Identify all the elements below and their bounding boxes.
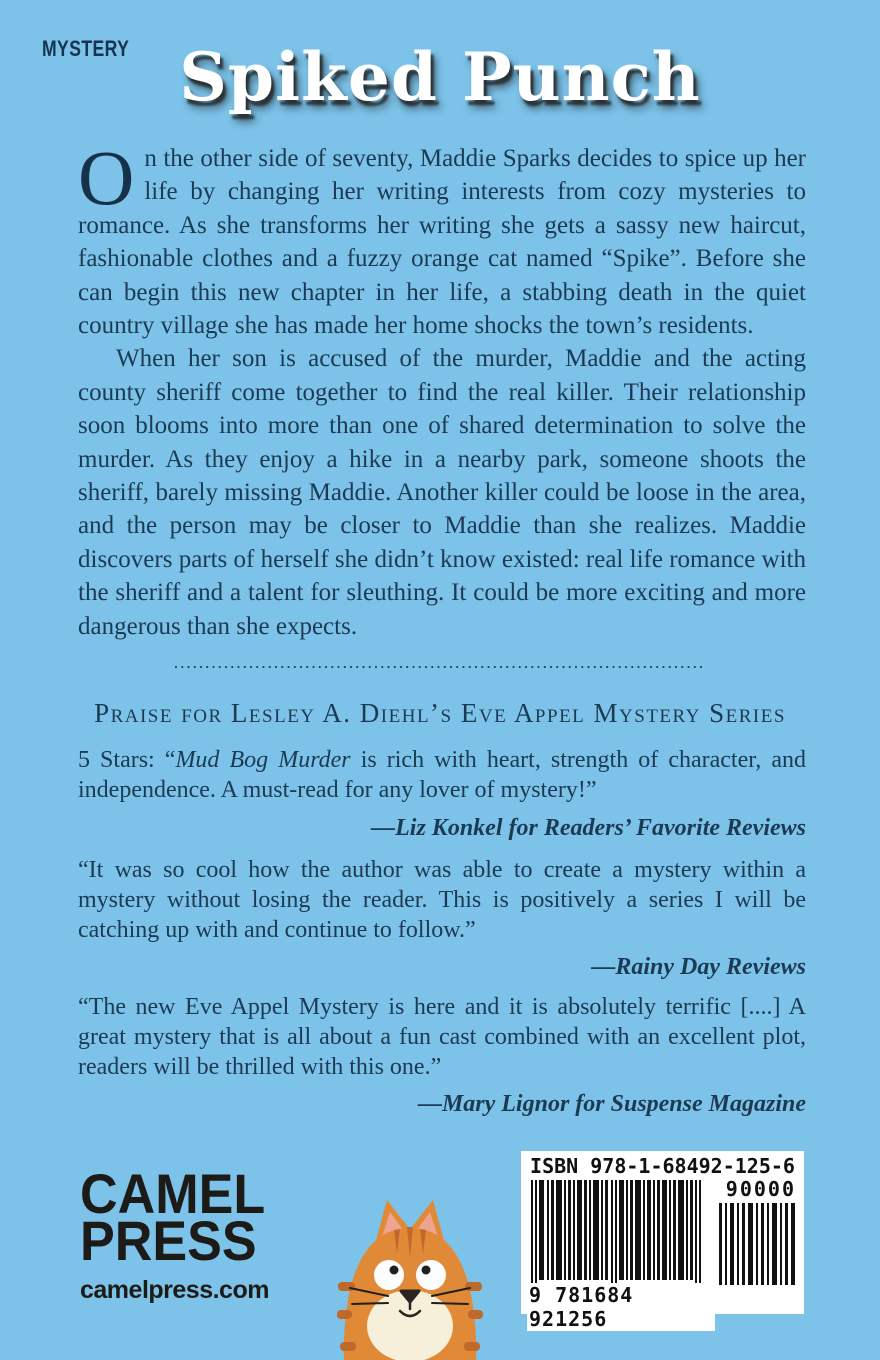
synopsis [78,134,806,668]
cat-side-stripe [468,1310,483,1319]
cat-left-eye [374,1260,404,1290]
praise-section-heading: Praise for Lesley A. Diehl’s Eve Appel Mystery Series [94,698,786,728]
isbn-digits: 9 781684 921256 [527,1283,715,1331]
barcode-main-bars [531,1180,703,1286]
dotted-divider: ..................................................................................... [174,656,706,671]
isbn-number-text: ISBN 978-1-68492-125-6 [530,1154,795,1178]
cat-right-pupil [422,1266,431,1275]
review-quote [78,746,806,843]
review-text [78,746,806,806]
synopsis-paragraph-1 [78,134,806,342]
cat-side-stripe [338,1282,355,1291]
genre-label: MYSTERY [42,36,130,61]
cat-side-stripe [337,1310,352,1319]
barcode-supplement-bars [719,1203,797,1285]
drop-cap: O [78,134,135,221]
review-text-prefix: 5 Stars: “ [78,747,176,773]
synopsis-paragraph-1-text: n the other side of seventy, Maddie Sparks decides to spice up her life by changing her writing interests from cozy mysteries to romance. As she transforms her writing she gets a sassy new haircut, fashionable clothes and a fuzzy orange cat named “Spike”. Before she can begin this new chapter in her life, a stabbing death in the quiet country village she has made her home shocks the town’s residents. [78,145,806,340]
book-title: Spiked Punch [179,38,701,116]
publisher-name-line1: CAMEL [80,1162,266,1225]
cat-side-stripe [340,1342,356,1351]
publisher-website: camelpress.com [80,1276,269,1304]
synopsis-paragraph-2: When her son is accused of the murder, Maddie and the acting county sheriff come together to find the real killer. Their relationship soon blooms into more than one of shared determination to solve the murder. As they enjoy a hike in a nearby park, someone shoots the sheriff, barely missing Maddie. Another killer could be loose in the area, and the person may be closer to Maddie than she realizes. Maddie discovers parts of herself she didn’t know existed: real life romance with the sheriff and a talent for sleuthing. It could be more exciting and more dangerous than she expects. [78,345,806,640]
review-quote [78,993,806,1120]
cat-left-pupil [390,1266,399,1275]
orange-cat-illustration [334,1194,486,1360]
review-text: “The new Eve Appel Mystery is here and it is absolutely terrific [....] A great mystery that is all about a fun cast combined with an excellent plot, readers will be thrilled with this one.” [78,994,806,1080]
camel-press-logo [80,1162,279,1305]
reviewed-book-title: Mud Bog Murder [175,747,351,773]
review-text: “It was so cool how the author was able to create a mystery within a mystery without losing the reader. This is positively a series I will be catching up with and continue to follow.” [78,857,806,943]
cat-side-stripe [465,1282,482,1291]
review-text-suffix: is rich with heart, strength of character, and independence. A must-read for any lover of mystery!” [78,747,806,803]
isbn-barcode [521,1151,804,1331]
review-attribution: —Liz Konkel for Readers’ Favorite Reviews [371,814,806,841]
cat-side-stripe [464,1342,480,1351]
review-quote [78,856,806,983]
review-attribution: —Mary Lignor for Suspense Magazine [417,1091,806,1118]
barcode-price-code: 90000 [725,1177,796,1201]
publisher-name-line2: PRESS [80,1209,257,1272]
review-attribution: —Rainy Day Reviews [591,954,806,981]
cat-right-eye [416,1260,446,1290]
